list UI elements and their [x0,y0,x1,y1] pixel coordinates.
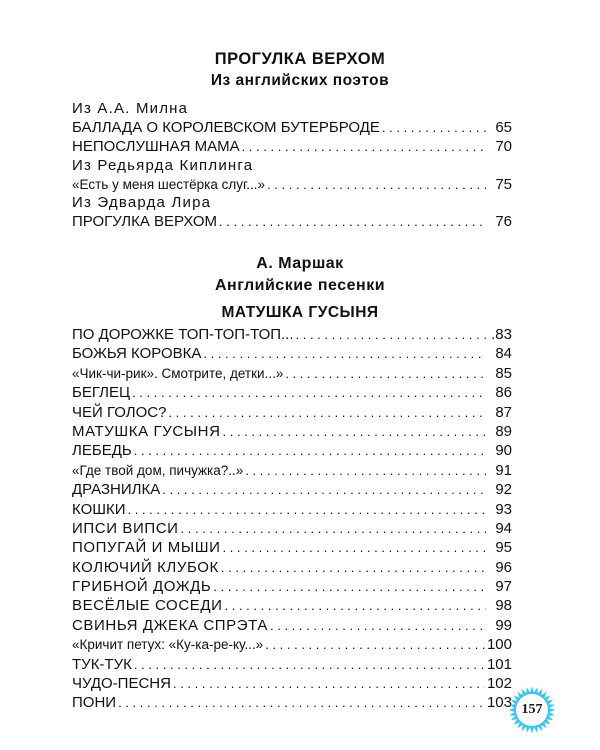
toc-entry [72,119,512,138]
toc-entry-page: 100 [486,636,512,654]
toc-leader-dots [242,138,486,157]
toc-entry-title: ГРИБНОЙ ДОЖДЬ [72,578,212,596]
author-name: А. Маршак [256,255,344,272]
toc-entry [72,616,512,635]
toc-entry-title: ЛЕБЕДЬ [72,442,132,460]
toc-entry-page: 102 [486,675,512,693]
toc-entry [72,213,512,232]
toc-entry-title: ИПСИ ВИПСИ [72,519,179,537]
toc-entry-title: МАТУШКА ГУСЫНЯ [72,422,221,440]
toc-poet-heading [72,157,512,176]
section-subtitle: Из английских поэтов [210,72,390,89]
toc-entry [72,596,512,615]
toc-leader-dots [132,383,486,402]
toc-entry [72,176,512,195]
toc-entry-page: 99 [495,616,512,634]
toc-leader-dots [221,558,486,577]
toc-entry-page: 91 [495,461,512,479]
toc-entry [72,519,512,538]
toc-entry-page: 96 [495,558,512,576]
toc-entry-page: .83 [491,326,512,343]
toc-leader-dots [223,422,486,441]
toc-leader-dots [245,461,486,480]
toc-entry-title: БЕГЛЕЦ [72,384,131,402]
toc-entry-page: 94 [495,519,512,537]
toc-entry-page: 86 [495,384,512,402]
toc-leader-dots [168,403,486,422]
toc-entry-title: КОЛЮЧИЙ КЛУБОК [72,558,219,576]
toc-entry-title: ПРОГУЛКА ВЕРХОМ [72,213,218,231]
toc-entry-page: 101 [486,655,512,673]
toc-entry [72,674,512,693]
toc-entry-page: 85 [495,364,512,382]
collection-heading: МАТУШКА ГУСЫНЯ [221,304,379,321]
toc-entry [72,693,512,712]
author-subtitle: Английские песенки [214,277,386,294]
toc-entry-page: 87 [495,403,512,421]
toc-entry [72,480,512,499]
toc-entry [72,538,512,557]
toc-entry-title: «Есть у меня шестёрка слуг...» [72,176,266,192]
toc-entry-page: 84 [495,345,512,363]
toc-entry [72,577,512,596]
toc-leader-dots [225,596,487,615]
toc-entry-title: ПО ДОРОЖКЕ ТОП-ТОП-ТОП... [72,326,294,343]
toc-poet-heading [72,194,512,213]
toc-entry-title: «Чик-чи-рик». Смотрите, детки...» [72,365,284,381]
toc-leader-dots [128,500,486,519]
toc-leader-dots [285,364,486,383]
toc-entry-title: Из А.А. Милна [72,100,189,117]
toc-entry-page: 75 [495,175,512,193]
toc-entry [72,422,512,441]
toc-entry-title: Из Эдварда Лира [72,194,212,212]
toc-entry-title: «Где твой дом, пичужка?..» [72,462,244,478]
toc-leader-dots [162,480,486,499]
toc-entry-page: 95 [495,539,512,557]
toc-entry-title: ПОПУГАЙ И МЫШИ [72,539,221,557]
toc-entry-page: 90 [495,442,512,460]
section-title: ПРОГУЛКА ВЕРХОМ [214,50,386,68]
toc-entry-page: 93 [495,500,512,518]
toc-entry-page: 89 [495,422,512,440]
toc-entry-page: 92 [495,481,512,499]
toc-entry-title: ПОНИ [72,694,117,712]
toc-leader-dots [222,538,486,557]
toc-leader-dots [134,441,486,460]
toc-entry-title: ДРАЗНИЛКА [72,481,161,499]
toc-entry [72,325,512,344]
toc-entry-title: СВИНЬЯ ДЖЕКА СПРЭТА [72,616,269,634]
toc-entry [72,383,512,402]
toc-entry-title: БОЖЬЯ КОРОВКА [72,345,202,363]
toc-entry-title: БАЛЛАДА О КОРОЛЕВСКОМ БУТЕРБРОДЕ [72,118,380,136]
toc-entry-title: Из Редьярда Киплинга [72,156,254,174]
toc-leader-dots [203,344,486,363]
toc-entry [72,138,512,157]
toc-entry-title: НЕПОСЛУШНАЯ МАМА [72,137,240,155]
toc-entry-title: «Кричит петух: «Ку-ка-ре-ку...» [72,637,264,653]
toc-leader-dots [382,119,486,138]
toc-leader-dots [213,577,486,596]
toc-leader-dots [270,616,486,635]
page-number-badge [508,686,556,734]
toc-entry [72,403,512,422]
toc-entry-title: ЧЕЙ ГОЛОС? [72,403,167,421]
toc-leader-dots [265,635,485,654]
toc-entry-title: КОШКИ [72,500,126,518]
toc-leader-dots [267,176,486,195]
toc-entry-page: 70 [495,137,512,155]
toc-leader-dots [296,325,486,344]
toc-entry [72,558,512,577]
toc-entry [72,461,512,480]
toc-entry [72,500,512,519]
toc-leader-dots [118,693,485,712]
toc-entry [72,635,512,654]
toc-entry-title: ЧУДО-ПЕСНЯ [72,675,171,693]
toc-leader-dots [181,519,486,538]
toc-leader-dots [173,674,485,693]
toc-entry-page: 65 [495,118,512,136]
toc-list-poets [72,100,512,232]
toc-entry-page: 97 [495,578,512,596]
toc-entry-title: ТУК-ТУК [72,655,132,673]
toc-leader-dots [134,655,485,674]
toc-entry [72,441,512,460]
toc-entry [72,364,512,383]
toc-list-songs [72,325,512,713]
toc-poet-heading [72,100,512,119]
toc-entry-page: 103 [486,694,512,712]
page-number: 157 [521,702,543,717]
toc-leader-dots [219,213,486,232]
toc-entry-title: ВЕСЁЛЫЕ СОСЕДИ [72,597,223,615]
toc-entry [72,344,512,363]
toc-entry [72,655,512,674]
toc-entry-page: 76 [495,213,512,231]
toc-entry-page: 98 [495,597,512,615]
